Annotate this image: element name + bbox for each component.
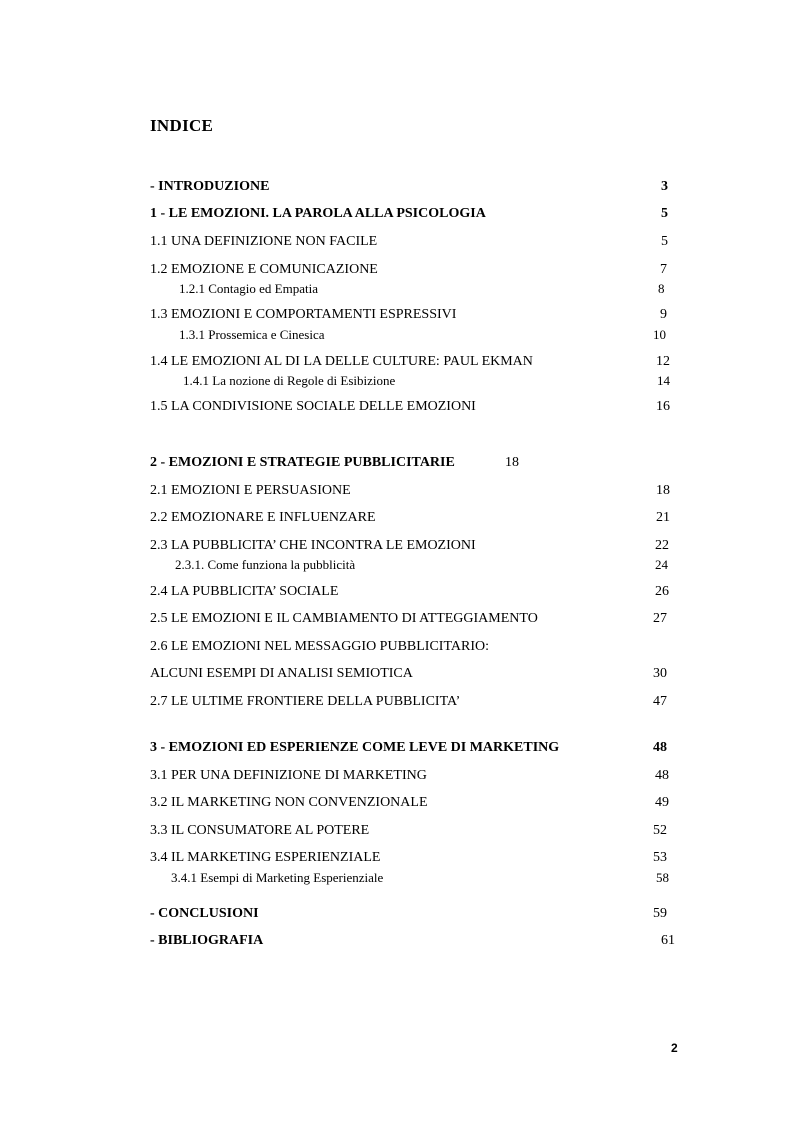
entry-label: 2.5 LE EMOZIONI E IL CAMBIAMENTO DI ATTEGGIAMENTO [150,611,538,626]
entry-label: 1.3.1 Prossemica e Cinesica [179,327,325,342]
entry-label: - INTRODUZIONE [150,179,270,194]
entry-page: 59 [653,906,667,921]
entry-page: 7 [660,262,667,277]
entry-page: 5 [661,206,668,221]
entry-page: 3 [661,179,668,194]
entry-page: 9 [660,307,667,322]
entry-label: 1.4.1 La nozione di Regole di Esibizione [183,373,396,388]
entry-label: 3.4.1 Esempi di Marketing Esperienziale [171,870,384,885]
entry-page: 48 [653,740,667,755]
entry-label: 3.1 PER UNA DEFINIZIONE DI MARKETING [150,768,427,783]
entry-page: 26 [655,584,669,599]
entry-label: 2.6 LE EMOZIONI NEL MESSAGGIO PUBBLICITARIO: [150,639,490,654]
entry-page: 58 [656,870,669,885]
entry-page: 5 [661,234,668,249]
entry-page: 21 [656,510,670,525]
entry-label: 1.4 LE EMOZIONI AL DI LA DELLE CULTURE: PAUL EKMAN [150,354,533,369]
page-number: 2 [671,1041,678,1055]
entry-label: 2.1 EMOZIONI E PERSUASIONE [150,483,351,498]
entry-page: 22 [655,538,669,553]
entry-label: ALCUNI ESEMPI DI ANALISI SEMIOTICA [150,666,413,681]
entry-label: 1.3 EMOZIONI E COMPORTAMENTI ESPRESSIVI [150,307,457,322]
entry-label: 1.2 EMOZIONE E COMUNICAZIONE [150,262,378,277]
entry-page: 14 [657,373,670,388]
entry-label: 2.3.1. Come funziona la pubblicità [175,557,356,572]
entry-page: 18 [505,455,519,470]
entry-page: 47 [653,694,667,709]
entry-label: 2 - EMOZIONI E STRATEGIE PUBBLICITARIE [150,455,455,470]
entry-page: 24 [655,557,668,572]
entry-label: 3.3 IL CONSUMATORE AL POTERE [150,823,370,838]
entry-label: 2.4 LA PUBBLICITA’ SOCIALE [150,584,339,599]
entry-label: 2.7 LE ULTIME FRONTIERE DELLA PUBBLICITA’ [150,694,461,709]
entry-page: 27 [653,611,667,626]
entry-label: 1.1 UNA DEFINIZIONE NON FACILE [150,234,378,249]
entry-page: 53 [653,850,667,865]
entry-label: 3.2 IL MARKETING NON CONVENZIONALE [150,795,428,810]
entry-page: 16 [656,399,670,414]
entry-label: - CONCLUSIONI [150,906,259,921]
entry-label: 3 - EMOZIONI ED ESPERIENZE COME LEVE DI MARKETING [150,740,560,755]
entry-page: 8 [658,281,665,296]
entry-page: 18 [656,483,670,498]
entry-label: 1.2.1 Contagio ed Empatia [179,281,319,296]
entry-page: 61 [661,933,675,948]
entry-label: 3.4 IL MARKETING ESPERIENZIALE [150,850,381,865]
entry-page: 12 [656,354,670,369]
entry-label: 1 - LE EMOZIONI. LA PAROLA ALLA PSICOLOGIA [150,206,486,221]
entry-label: - BIBLIOGRAFIA [150,933,264,948]
entry-page: 52 [653,823,667,838]
entry-page: 10 [653,327,666,342]
entry-label: 1.5 LA CONDIVISIONE SOCIALE DELLE EMOZIONI [150,399,476,414]
entry-page: 48 [655,768,669,783]
entry-page: 49 [655,795,669,810]
entry-page: 30 [653,666,667,681]
toc-title: INDICE [150,116,214,135]
entry-label: 2.3 LA PUBBLICITA’ CHE INCONTRA LE EMOZIONI [150,538,476,553]
entry-label: 2.2 EMOZIONARE E INFLUENZARE [150,510,376,525]
